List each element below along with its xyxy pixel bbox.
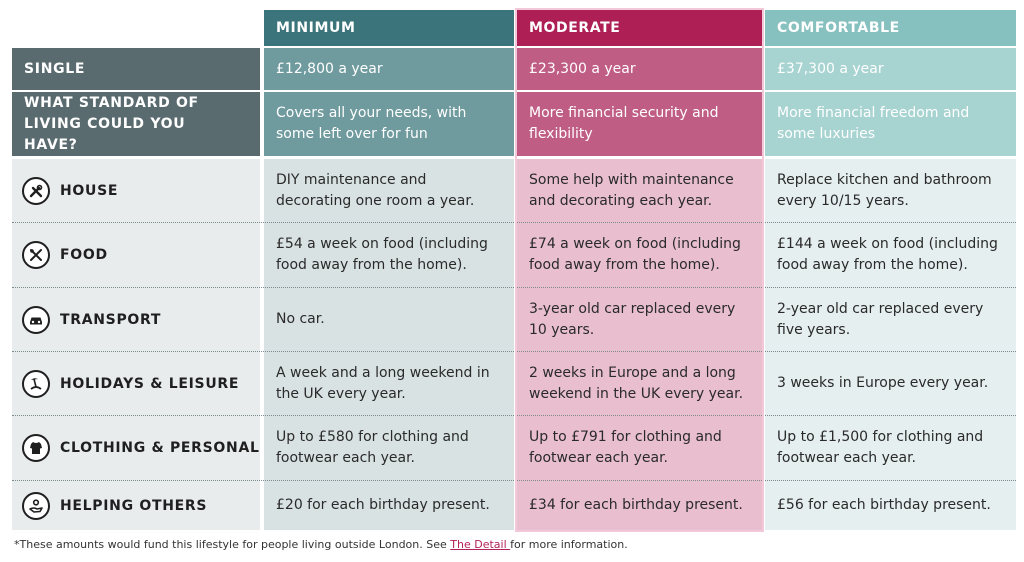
row-label-transport [12, 288, 260, 351]
row-label-single: SINGLE [12, 48, 260, 90]
single-minimum: £12,800 a year [264, 48, 514, 90]
row-label-standard: WHAT STANDARD OF LIVING COULD YOU HAVE? [12, 92, 260, 156]
row-label-text: HOUSE [60, 182, 119, 199]
tools-icon [22, 177, 50, 205]
single-moderate: £23,300 a year [517, 48, 762, 90]
row-label-text: CLOTHING & PERSONAL [60, 440, 260, 456]
standard-minimum: Covers all your needs, with some left over for fun [264, 92, 514, 156]
row-label-house [12, 159, 260, 222]
standard-comfortable: More financial freedom and some luxuries [765, 92, 1016, 156]
row-label-text: HOLIDAYS & LEISURE [60, 375, 240, 392]
clothing-minimum: Up to £580 for clothing and footwear each year. [276, 429, 469, 466]
helping-moderate: £34 for each birthday present. [529, 497, 743, 513]
food-minimum: £54 a week on food (including food away from the home). [276, 236, 488, 273]
standard-moderate: More financial security and flexibility [517, 92, 762, 156]
clothing-comfortable: Up to £1,500 for clothing and footwear each year. [777, 429, 984, 466]
house-moderate: Some help with maintenance and decorating each year. [529, 171, 734, 209]
food-comfortable: £144 a week on food (including food away from the home). [777, 236, 998, 273]
car-icon [22, 306, 50, 334]
holidays-comfortable: 3 weeks in Europe every year. [777, 375, 989, 391]
holidays-moderate: 2 weeks in Europe and a long weekend in the UK every year. [529, 364, 744, 402]
column-header-minimum: MINIMUM [264, 10, 514, 46]
footnote [14, 538, 1014, 554]
row-label-text: FOOD [60, 247, 108, 263]
transport-moderate: 3-year old car replaced every 10 years. [529, 300, 736, 338]
column-header-moderate: MODERATE [517, 10, 762, 46]
transport-minimum: No car. [276, 311, 325, 327]
footnote-text-end: for more information. [510, 538, 628, 551]
helping-comfortable: £56 for each birthday present. [777, 497, 991, 513]
row-label-holidays [12, 352, 260, 415]
holidays-minimum: A week and a long weekend in the UK every year. [276, 364, 490, 402]
row-label-text: HELPING OTHERS [60, 497, 208, 514]
column-header-comfortable: COMFORTABLE [765, 10, 1016, 46]
row-label-food [12, 223, 260, 287]
helping-minimum: £20 for each birthday present. [276, 497, 490, 513]
the-detail-link[interactable]: The Detail [450, 538, 511, 551]
food-moderate: £74 a week on food (including food away from the home). [529, 236, 741, 273]
cutlery-icon [22, 241, 50, 269]
house-minimum: DIY maintenance and decorating one room a year. [276, 171, 475, 209]
row-label-text: TRANSPORT [60, 311, 162, 328]
beach-icon [22, 370, 50, 398]
clothing-moderate: Up to £791 for clothing and footwear each year. [529, 429, 722, 466]
row-label-helping [12, 481, 260, 530]
helping-hand-icon [22, 492, 50, 520]
row-label-clothing [12, 416, 260, 480]
single-comfortable: £37,300 a year [765, 48, 1016, 90]
footnote-text: *These amounts would fund this lifestyle for people living outside London. See [14, 538, 451, 551]
transport-comfortable: 2-year old car replaced every five years. [777, 300, 984, 338]
shirt-icon [22, 434, 50, 462]
house-comfortable: Replace kitchen and bathroom every 10/15 years. [777, 171, 992, 209]
